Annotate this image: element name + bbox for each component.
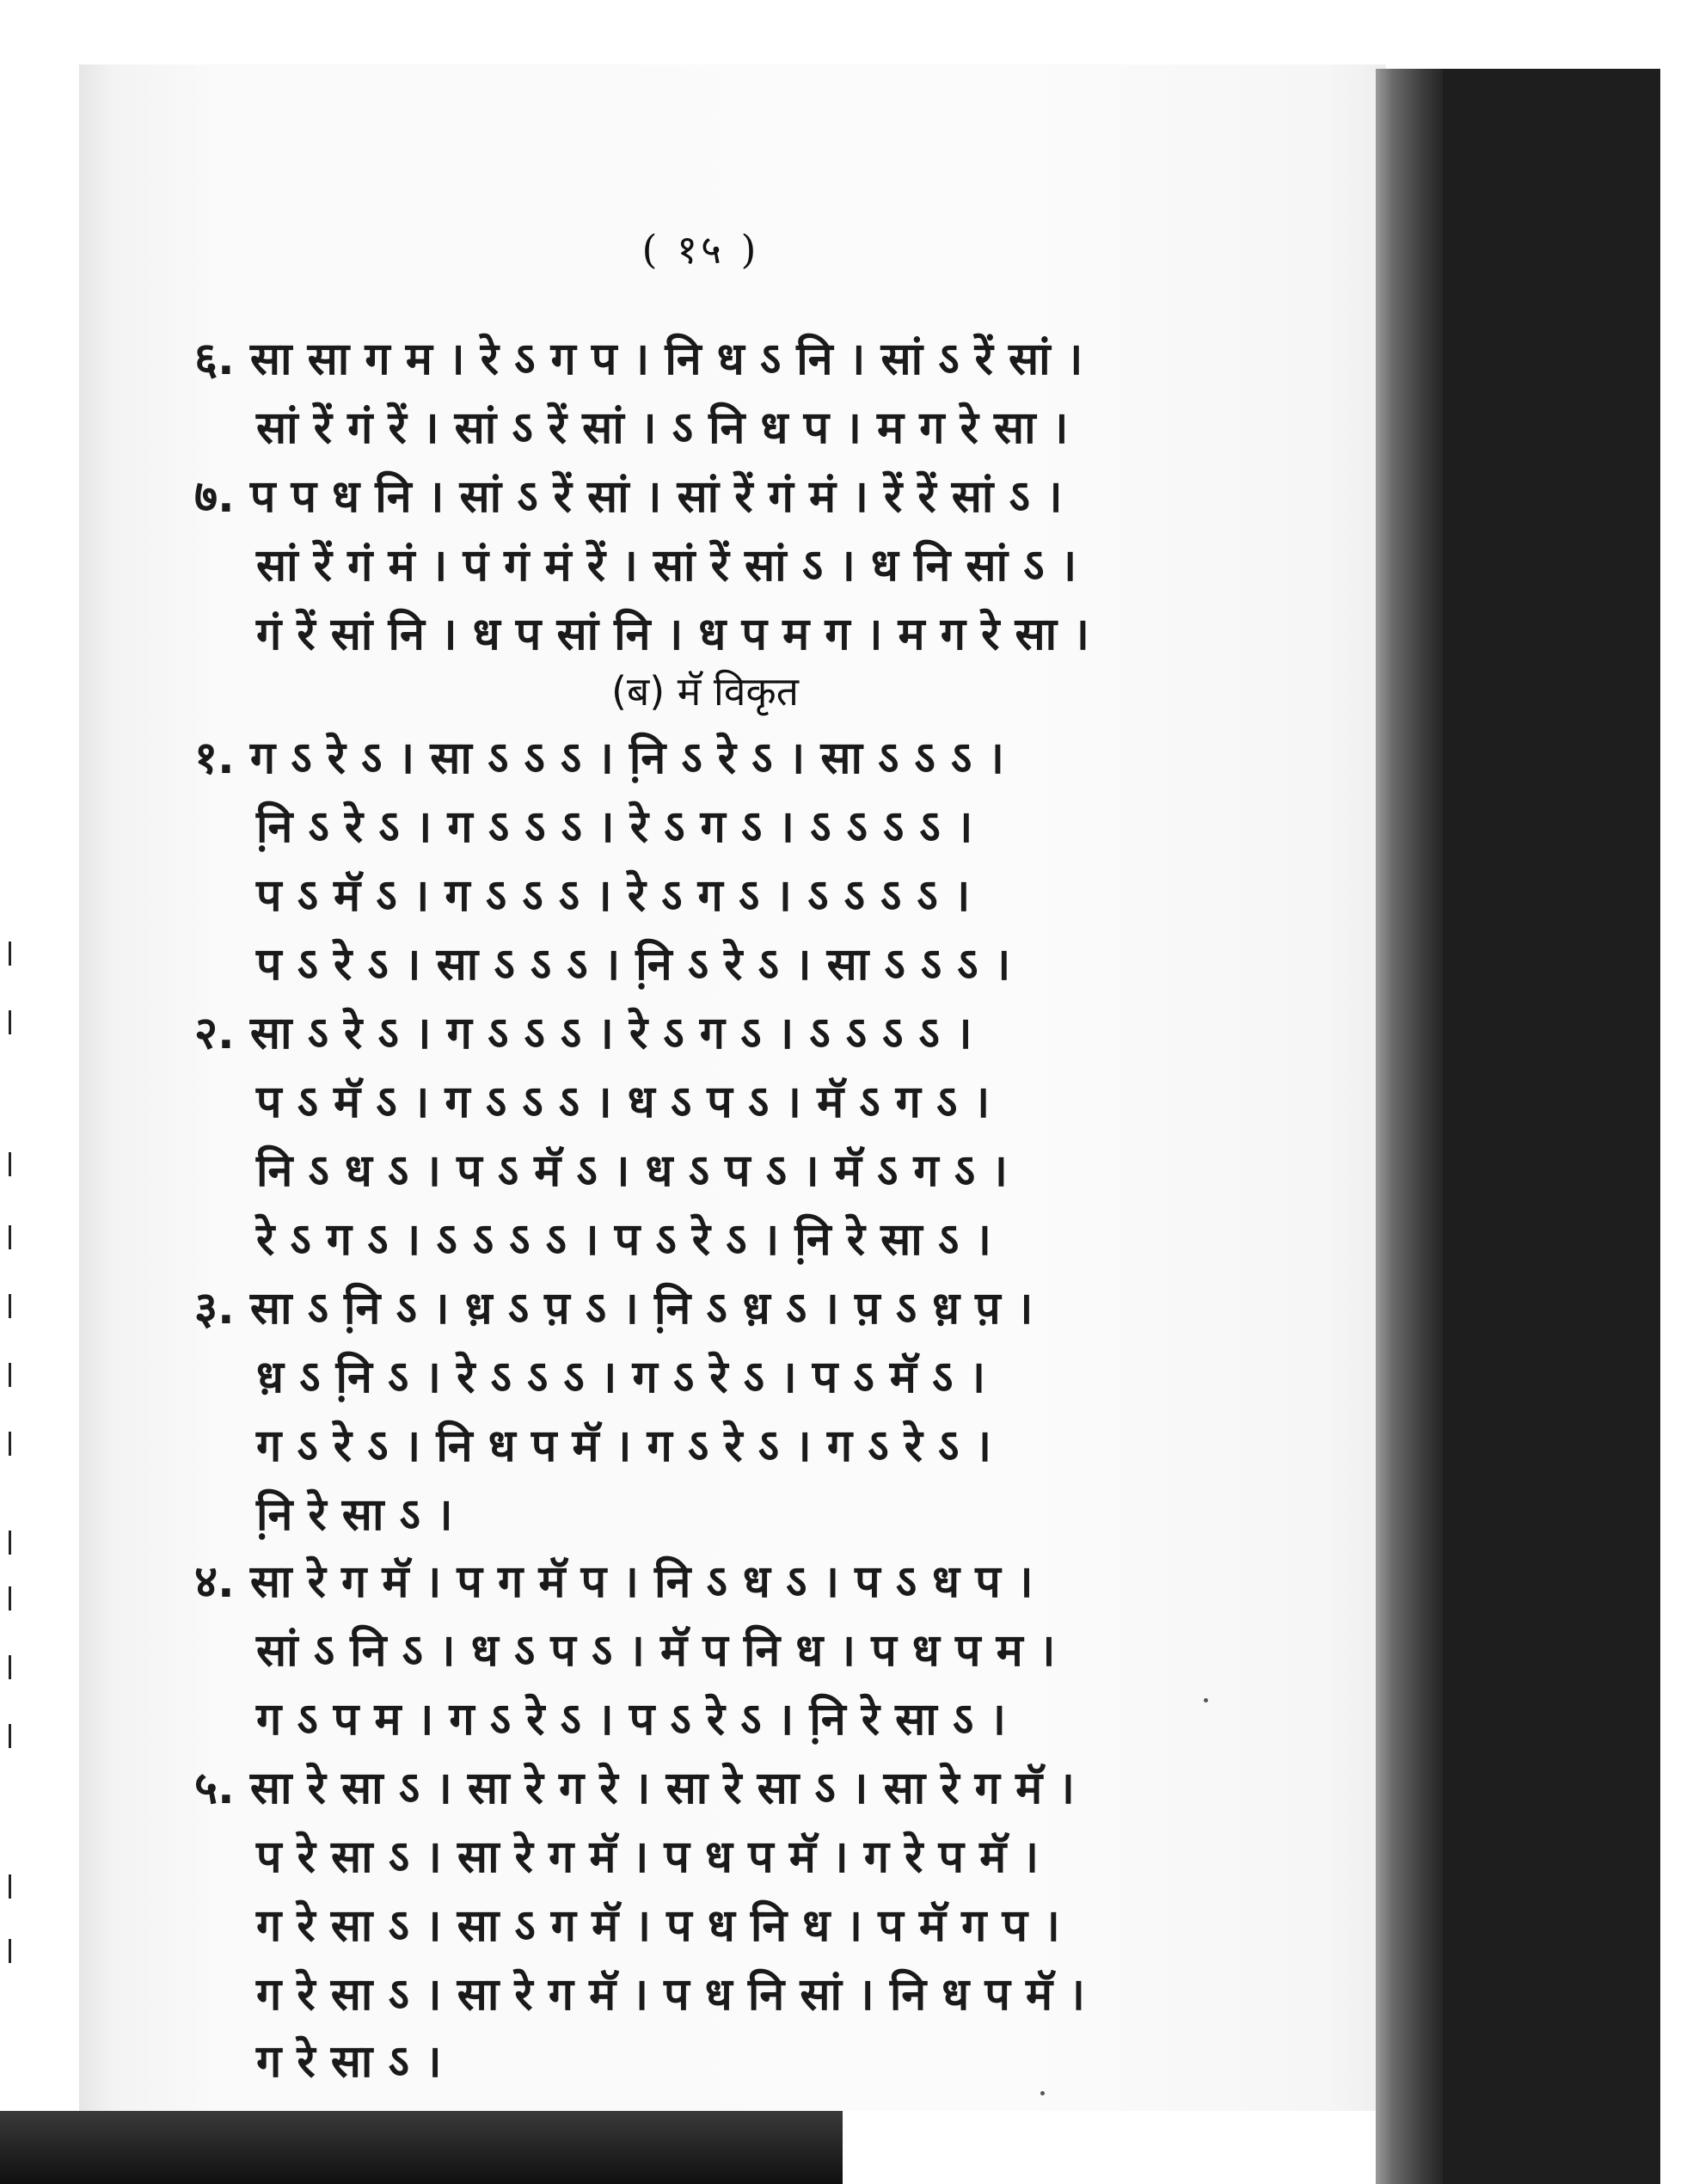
notation-line: ग रे सा ऽ । सा रे ग मॅ । प ध नि सां । नि ध प मॅ ।: [256, 1969, 1085, 2021]
notation-line: सां रें गं रें । सां ऽ रें सां । ऽ नि ध प । म ग रे सा ।: [256, 402, 1069, 454]
previous-page-mark: [9, 1294, 11, 1318]
notation-line: गं रें सां नि । ध प सां नि । ध प म ग । म ग रे सा ।: [256, 609, 1089, 660]
previous-page-mark: [9, 1655, 11, 1679]
notation-line: रे ऽ ग ऽ । ऽ ऽ ऽ ऽ । प ऽ रे ऽ । नि़ रे सा ऽ ।: [256, 1214, 991, 1266]
bottom-shadow: [0, 2111, 843, 2184]
notation-line: ग ऽ रे ऽ । नि ध प मॅ । ग ऽ रे ऽ । ग ऽ रे ऽ ।: [256, 1420, 992, 1472]
notation-line: प ऽ रे ऽ । सा ऽ ऽ ऽ । नि़ ऽ रे ऽ । सा ऽ ऽ ऽ ।: [256, 939, 1011, 991]
section-heading: (ब) मॅ विकृत: [611, 668, 799, 715]
previous-page-mark: [9, 1724, 11, 1748]
notation-line: ग रे सा ऽ ।: [256, 2036, 442, 2088]
left-margin: [0, 0, 79, 2184]
notation-line: प रे सा ऽ । सा रे ग मॅ । प ध प मॅ । ग रे प मॅ ।: [256, 1831, 1040, 1883]
notation-line: ध़ ऽ नि़ ऽ । रे ऽ ऽ ऽ । ग ऽ रे ऽ । प ऽ मॅ ऽ ।: [256, 1352, 986, 1403]
notation-line: ४. सा रे ग मॅ । प ग मॅ प । नि ऽ ध ऽ । प ऽ ध प ।: [194, 1556, 1034, 1608]
page-number: ( १५ ): [641, 226, 760, 273]
notation-line: ग रे सा ऽ । सा ऽ ग मॅ । प ध नि ध । प मॅ ग प ।: [256, 1900, 1060, 1952]
notation-line: प ऽ मॅ ऽ । ग ऽ ऽ ऽ । रे ऽ ग ऽ । ऽ ऽ ऽ ऽ ।: [256, 870, 971, 922]
notation-line: ७. प प ध नि । सां ऽ रें सां । सां रें गं मं । रें रें सां ऽ ।: [194, 471, 1063, 523]
previous-page-mark: [9, 1363, 11, 1387]
previous-page-mark: [9, 942, 11, 966]
notation-line: ५. सा रे सा ऽ । सा रे ग रे । सा रे सा ऽ । सा रे ग मॅ ।: [194, 1763, 1075, 1814]
notation-line: सां रें गं मं । पं गं मं रें । सां रें सां ऽ । ध नि सां ऽ ।: [256, 540, 1077, 592]
previous-page-mark: [9, 1939, 11, 1963]
notation-line: २. सा ऽ रे ऽ । ग ऽ ऽ ऽ । रे ऽ ग ऽ । ऽ ऽ ऽ ऽ ।: [194, 1008, 972, 1059]
notation-line: प ऽ मॅ ऽ । ग ऽ ऽ ऽ । ध ऽ प ऽ । मॅ ऽ ग ऽ ।: [256, 1077, 991, 1128]
previous-page-mark: [9, 1586, 11, 1610]
previous-page-mark: [9, 1874, 11, 1899]
page-gutter: [1376, 69, 1443, 2184]
notation-line: ३. सा ऽ नि़ ऽ । ध़ ऽ प़ ऽ । नि़ ऽ ध़ ऽ । प़ ऽ ध़ प़ ।: [194, 1283, 1034, 1334]
notation-line: ६. सा सा ग म । रे ऽ ग प । नि ध ऽ नि । सां ऽ रें सां ।: [194, 334, 1083, 385]
previous-page-mark: [9, 1152, 11, 1176]
previous-page-mark: [9, 1010, 11, 1034]
notation-line: ग ऽ प म । ग ऽ रे ऽ । प ऽ रे ऽ । नि़ रे सा ऽ ।: [256, 1694, 1006, 1745]
previous-page-mark: [9, 1225, 11, 1249]
notation-line: सां ऽ नि ऽ । ध ऽ प ऽ । मॅ प नि ध । प ध प म ।: [256, 1625, 1056, 1677]
notation-line: नि़ ऽ रे ऽ । ग ऽ ऽ ऽ । रे ऽ ग ऽ । ऽ ऽ ऽ ऽ ।: [256, 801, 973, 853]
notation-line: १. ग ऽ रे ऽ । सा ऽ ऽ ऽ । नि़ ऽ रे ऽ । सा ऽ ऽ ऽ ।: [194, 733, 1004, 784]
notation-line: नि ऽ ध ऽ । प ऽ मॅ ऽ । ध ऽ प ऽ । मॅ ऽ ग ऽ ।: [256, 1145, 1008, 1197]
previous-page-mark: [9, 1432, 11, 1456]
dark-background: [1443, 69, 1660, 2184]
dust-speck: [1204, 1698, 1208, 1702]
previous-page-mark: [9, 1531, 11, 1555]
notation-line: नि़ रे सा ऽ ।: [256, 1489, 453, 1541]
